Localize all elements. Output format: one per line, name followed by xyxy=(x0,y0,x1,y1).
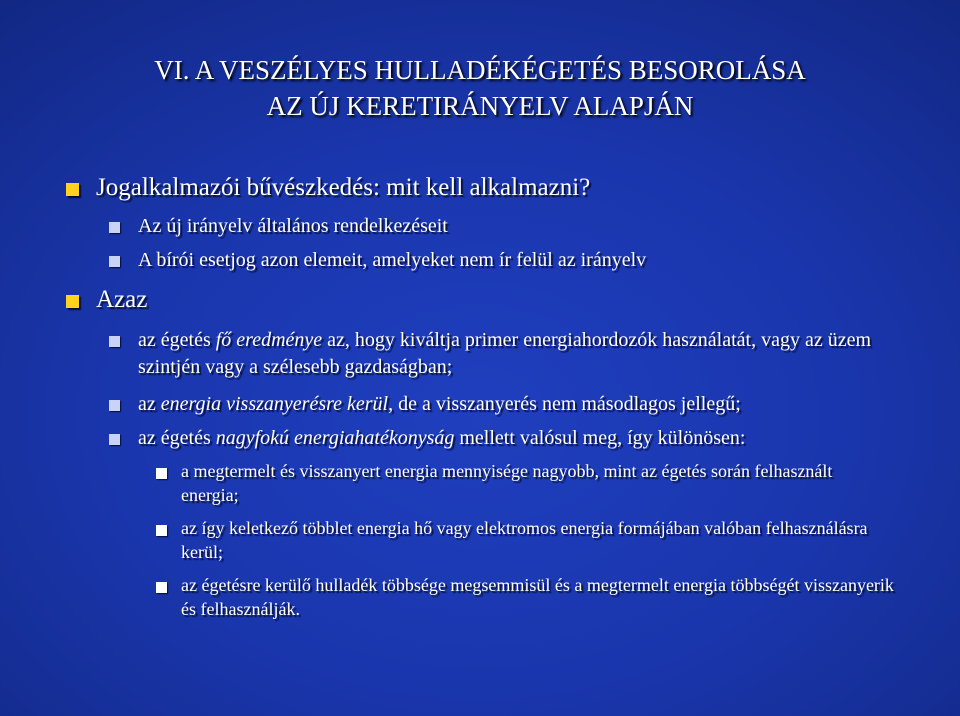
text-pre: az xyxy=(138,393,161,415)
sub-bullet-energia-visszanyeres xyxy=(138,391,741,418)
title-line-2: AZ ÚJ KERETIRÁNYELV ALAPJÁN xyxy=(266,91,694,121)
square-bullet-icon xyxy=(156,468,167,479)
bullet-jogalkalmazoi: Jogalkalmazói bűvészkedés: mit kell alkalmazni? xyxy=(96,174,591,201)
text-emphasis: fő eredménye xyxy=(215,329,323,351)
sub-bullet-altalanos-rendelkezesek: Az új irányelv általános rendelkezéseit xyxy=(138,215,448,237)
text-post: , de a visszanyerés nem másodlagos jellegű; xyxy=(388,393,741,415)
square-bullet-icon xyxy=(109,336,120,347)
yellow-square-bullet-icon xyxy=(66,183,79,196)
text-emphasis: nagyfokú energiahatékonyság xyxy=(215,427,455,449)
text-pre: az égetés xyxy=(138,329,216,351)
sub-bullet-energiahatekonysag xyxy=(138,425,745,452)
text-emphasis: energia visszanyerésre kerül xyxy=(160,393,389,415)
square-bullet-icon xyxy=(109,256,120,267)
sub-sub-bullet-tobblet-energia: az így keletkező többlet energia hő vagy elektromos energia formájában valóban felhasználásra kerül; xyxy=(181,518,868,562)
yellow-square-bullet-icon xyxy=(66,295,79,308)
bullet-azaz: Azaz xyxy=(96,286,148,313)
square-bullet-icon xyxy=(156,582,167,593)
title-line-1: VI. A VESZÉLYES HULLADÉKÉGETÉS BESOROLÁSA xyxy=(154,55,806,85)
square-bullet-icon xyxy=(109,400,120,411)
square-bullet-icon xyxy=(156,525,167,536)
text-pre: az égetés xyxy=(138,427,216,449)
text-post: az, hogy kiváltja primer energiahordozók használatát, vagy az üzem szintjén vagy a szélesebb gazdaságban; xyxy=(138,329,872,378)
sub-bullet-fo-eredmenye xyxy=(138,327,908,381)
square-bullet-icon xyxy=(109,434,120,445)
sub-bullet-biroi-esetjog: A bírói esetjog azon elemeit, amelyeket nem ír felül az irányelv xyxy=(138,249,647,271)
slide-title xyxy=(0,52,960,124)
text-post: mellett valósul meg, így különösen: xyxy=(454,427,746,449)
square-bullet-icon xyxy=(109,222,120,233)
sub-sub-bullet-hulladek-megsemmisul: az égetésre kerülő hulladék többsége megsemmisül és a megtermelt energia többségét visszanyerik és felhasználják. xyxy=(181,575,894,619)
sub-sub-bullet-energia-mennyiseg: a megtermelt és visszanyert energia mennyisége nagyobb, mint az égetés során felhasznált energia; xyxy=(181,461,833,505)
